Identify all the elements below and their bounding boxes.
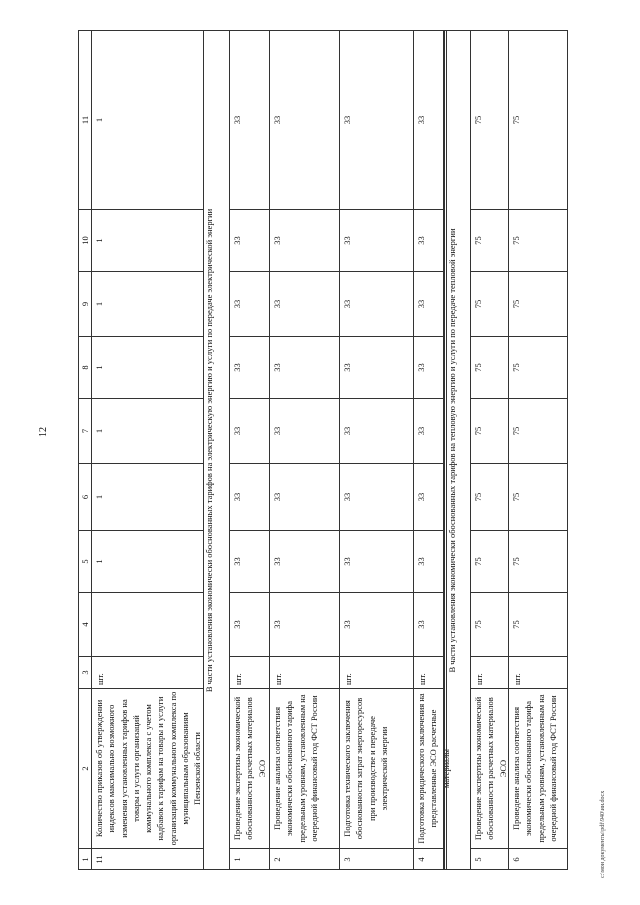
section-heading: В части установления экономически обоснованных тарифов на тепловую энергию и услуги по передаче тепловой энергии bbox=[444, 30, 471, 870]
row-value: 33 bbox=[414, 30, 444, 209]
column-header: 3 bbox=[78, 656, 92, 688]
page-number: 12 bbox=[38, 427, 49, 437]
row-value: 33 bbox=[270, 30, 340, 209]
row-unit: шт. bbox=[414, 656, 444, 688]
row-value: 1 bbox=[92, 336, 204, 398]
row-value: 1 bbox=[92, 271, 204, 336]
row-value: 33 bbox=[270, 336, 340, 398]
row-value: 33 bbox=[340, 336, 414, 398]
section-heading: В части установления экономически обоснованных тарифов на электрическую энергию и услуги по передаче электрической энергии bbox=[204, 30, 230, 870]
row-value: 75 bbox=[509, 271, 568, 336]
row-value: 75 bbox=[509, 463, 568, 530]
row-value: 75 bbox=[471, 463, 509, 530]
column-header: 6 bbox=[78, 463, 92, 530]
row-value: 75 bbox=[471, 30, 509, 209]
row-number: 3 bbox=[340, 848, 414, 870]
column-header: 7 bbox=[78, 398, 92, 463]
row-value: 33 bbox=[414, 592, 444, 656]
row-value: 75 bbox=[509, 336, 568, 398]
row-value: 75 bbox=[509, 209, 568, 271]
row-value: 33 bbox=[230, 30, 270, 209]
row-number: 5 bbox=[471, 848, 509, 870]
row-description: Подготовка юридического заключения на представленные ЭСО расчетные материалы bbox=[414, 688, 444, 848]
row-value: 1 bbox=[92, 398, 204, 463]
row-value: 33 bbox=[270, 398, 340, 463]
row-value: 33 bbox=[414, 271, 444, 336]
row-value: 1 bbox=[92, 530, 204, 592]
row-value: 33 bbox=[270, 530, 340, 592]
row-value: 33 bbox=[230, 271, 270, 336]
data-table bbox=[78, 30, 568, 870]
row-value: 33 bbox=[270, 463, 340, 530]
row-number: 4 bbox=[414, 848, 444, 870]
row-value: 1 bbox=[92, 463, 204, 530]
row-unit: шт. bbox=[509, 656, 568, 688]
row-value: 33 bbox=[414, 209, 444, 271]
row-value: 33 bbox=[340, 463, 414, 530]
row-value: 75 bbox=[509, 30, 568, 209]
column-header: 4 bbox=[78, 592, 92, 656]
column-header: 2 bbox=[78, 688, 92, 848]
row-value: 75 bbox=[471, 592, 509, 656]
row-number: 6 bbox=[509, 848, 568, 870]
column-header: 11 bbox=[78, 30, 92, 209]
column-header: 8 bbox=[78, 336, 92, 398]
row-value: 1 bbox=[92, 209, 204, 271]
column-header: 5 bbox=[78, 530, 92, 592]
row-value: 33 bbox=[414, 530, 444, 592]
row-value: 33 bbox=[414, 398, 444, 463]
row-number: 11 bbox=[92, 848, 204, 870]
row-value: 33 bbox=[230, 592, 270, 656]
row-description: Проведение анализа соответствия экономически обоснованного тарифа предельным уровням, установленным на очередной финансовый год ФСТ России bbox=[509, 688, 568, 848]
row-unit: шт. bbox=[92, 656, 204, 688]
row-value: 33 bbox=[230, 336, 270, 398]
row-description: Проведение экспертизы экономической обоснованности расчетных материалов ЭСО bbox=[230, 688, 270, 848]
row-value: 33 bbox=[340, 30, 414, 209]
row-value: 75 bbox=[471, 398, 509, 463]
row-unit: шт. bbox=[471, 656, 509, 688]
row-unit: шт. bbox=[230, 656, 270, 688]
row-value: 75 bbox=[509, 592, 568, 656]
row-value: 75 bbox=[509, 530, 568, 592]
row-value: 33 bbox=[414, 463, 444, 530]
row-value: 33 bbox=[414, 336, 444, 398]
row-value: 33 bbox=[340, 530, 414, 592]
row-value: 33 bbox=[340, 209, 414, 271]
row-value: 75 bbox=[471, 271, 509, 336]
row-value: 33 bbox=[230, 209, 270, 271]
column-header: 1 bbox=[78, 848, 92, 870]
row-value: 33 bbox=[230, 530, 270, 592]
column-header: 10 bbox=[78, 209, 92, 271]
row-description: Подготовка технического заключения обоснованности затрат энергоресурсов при производстве и передаче электрической энергии bbox=[340, 688, 414, 848]
row-value: 33 bbox=[340, 398, 414, 463]
row-value: 33 bbox=[270, 271, 340, 336]
row-value: 33 bbox=[340, 271, 414, 336]
file-path-footer: c:\мои документы\pdf\940\ии.docx bbox=[600, 790, 606, 878]
row-value: 33 bbox=[270, 209, 340, 271]
row-value: 75 bbox=[471, 336, 509, 398]
row-value: 33 bbox=[270, 592, 340, 656]
row-description: Проведение анализа соответствия экономически обоснованного тарифа предельным уровням, установленным на очередной финансовый год ФСТ России bbox=[270, 688, 340, 848]
row-value: 33 bbox=[230, 463, 270, 530]
row-number: 2 bbox=[270, 848, 340, 870]
column-header: 9 bbox=[78, 271, 92, 336]
row-description: Количество приказов об утверждении индексов максимально возможного изменения установленных тарифов на товары и услуги организаций коммунального комплекса с учетом надбавок к тарифам на товары и услуги организаций коммунального комплекса по муниципальным образованиям Пензенской области bbox=[92, 688, 204, 848]
row-unit: шт. bbox=[340, 656, 414, 688]
row-value bbox=[92, 592, 204, 656]
row-value: 75 bbox=[471, 209, 509, 271]
row-value: 33 bbox=[230, 398, 270, 463]
row-value: 1 bbox=[92, 30, 204, 209]
row-description: Проведение экспертизы экономической обоснованности расчетных материалов ЭСО bbox=[471, 688, 509, 848]
row-value: 75 bbox=[509, 398, 568, 463]
row-value: 33 bbox=[340, 592, 414, 656]
row-number: 1 bbox=[230, 848, 270, 870]
row-unit: шт. bbox=[270, 656, 340, 688]
row-value: 75 bbox=[471, 530, 509, 592]
